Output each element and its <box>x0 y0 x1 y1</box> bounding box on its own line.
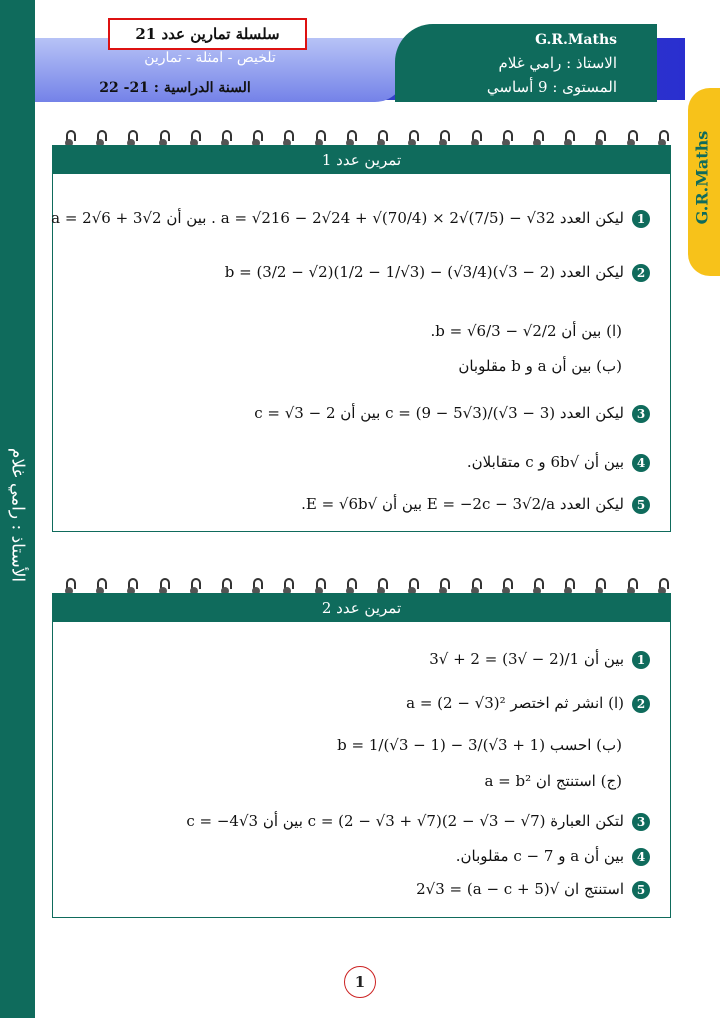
exercise-card <box>52 145 671 532</box>
exercise-item <box>406 694 650 713</box>
exercise-title: تمرين عدد 2 <box>53 594 670 622</box>
item-number: 2 <box>632 695 650 713</box>
exercise-item <box>456 847 650 866</box>
item-text: بين أن 1/(2 − √3) = 2 + √3 <box>429 650 624 668</box>
side-tab-label: G.R.Maths <box>692 130 712 225</box>
exercise-item <box>186 812 650 831</box>
brand: G.R.Maths <box>535 32 617 48</box>
level: المستوى : 9 أساسي <box>486 78 617 96</box>
exercise-item <box>225 263 650 282</box>
item-number: 5 <box>632 881 650 899</box>
item-text: بين أن √6b و c متقابلان. <box>466 453 624 471</box>
item-number: 3 <box>632 813 650 831</box>
school-year: السنة الدراسية : 21- 22 <box>99 80 251 96</box>
side-tab <box>688 88 720 276</box>
item-number: 5 <box>632 496 650 514</box>
item-text: بين أن a و c − 7 مقلوبان. <box>455 847 624 865</box>
item-text: (ا) بين أن b = √6/3 − √2/2. <box>430 322 622 340</box>
item-number: 3 <box>632 405 650 423</box>
exercise-item <box>416 880 650 899</box>
item-text: ليكن العدد a = √216 − 2√24 + √(70/4) × 2√(7/5) − √32 . بين أن a = 2√6 + 3√2 <box>51 209 624 227</box>
item-number: 4 <box>632 848 650 866</box>
left-vertical-text: الأستاذ : رامي غلام <box>7 447 28 583</box>
item-text: استنتج ان √(5 + a − c) = 2√3 <box>416 880 624 898</box>
exercise-item <box>467 453 650 472</box>
exercise-item <box>429 650 650 669</box>
page-number: 1 <box>344 966 376 998</box>
exercise-subitem <box>458 357 622 375</box>
item-text: (ب) احسب b = 1/(√3 − 1) − 3/(√3 + 1) <box>337 736 622 754</box>
exercise-item <box>254 404 650 423</box>
exercise-item <box>301 495 650 514</box>
exercise-item <box>51 209 650 228</box>
item-text: لتكن العبارة c = (2 − √3 + √7)(2 − √3 − √7) بين أن c = −4√3 <box>186 812 624 830</box>
item-text: (ج) استنتج ان a = b² <box>484 772 622 790</box>
item-text: ليكن العدد b = (3/2 − √2)(1/2 − 1/√3) − (√3/4)(√3 − 2) <box>224 263 624 281</box>
exercise-subitem <box>484 772 622 790</box>
item-text: ليكن العدد E = −2c − 3√2/a بين أن √E = √6b. <box>301 495 624 513</box>
teacher-name: الاستاذ : رامي غلام <box>498 54 617 72</box>
item-number: 4 <box>632 454 650 472</box>
item-number: 2 <box>632 264 650 282</box>
left-band <box>0 0 35 1018</box>
item-text: (ا) انشر ثم اختصر a = (2 − √3)² <box>406 694 624 712</box>
exercise-subitem <box>337 736 622 754</box>
item-text: ليكن العدد c = (9 − 5√3)/(√3 − 3) بين أن c = √3 − 2 <box>254 404 624 422</box>
item-number: 1 <box>632 651 650 669</box>
item-text: (ب) بين أن a و b مقلوبان <box>458 357 622 375</box>
exercise-card <box>52 593 671 918</box>
exercise-title: تمرين عدد 1 <box>53 146 670 174</box>
header-subtitle: تلخيص - امثلة - تمارين <box>144 50 276 66</box>
series-title: سلسلة تمارين عدد 21 <box>108 18 307 50</box>
item-number: 1 <box>632 210 650 228</box>
header-badge <box>395 24 657 102</box>
exercise-subitem <box>431 322 622 340</box>
